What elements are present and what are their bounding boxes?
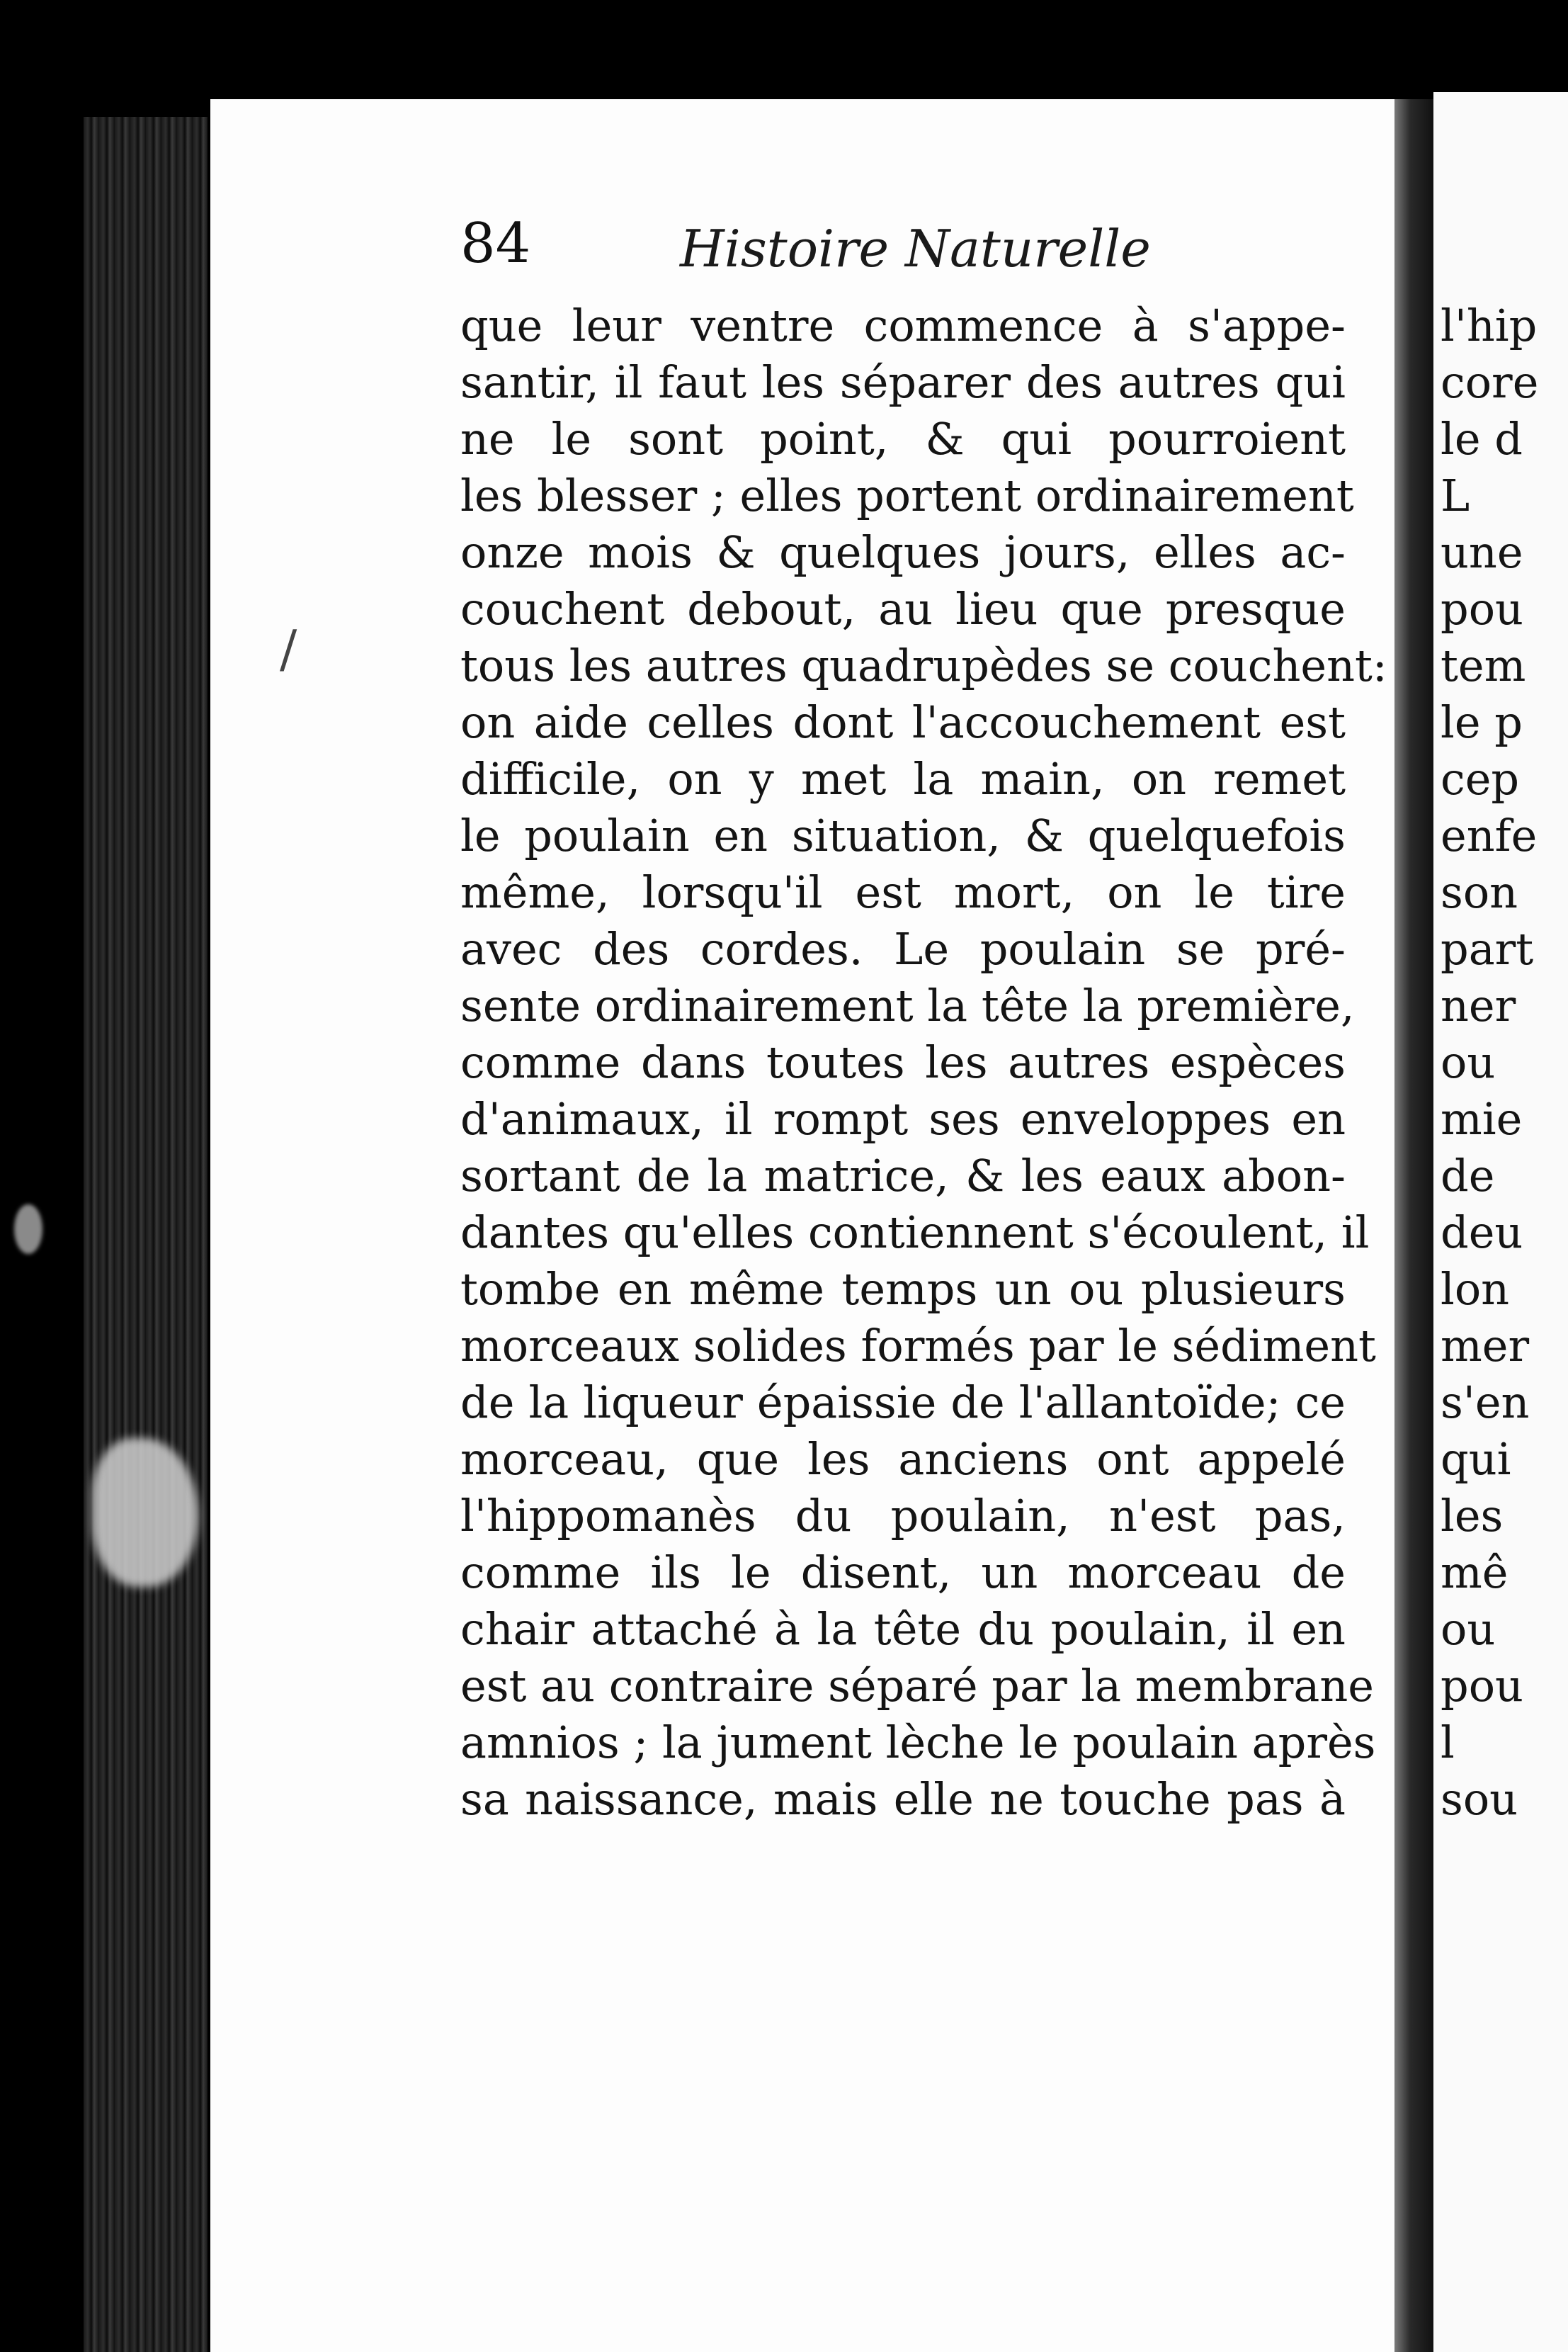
text-line: sente ordinairement la tête la première, — [460, 980, 1355, 1031]
facing-text-line: L — [1441, 470, 1470, 521]
facing-text-line: de — [1441, 1150, 1495, 1202]
text-line: est au contraire séparé par la membrane — [460, 1660, 1374, 1712]
facing-text-line: mê — [1441, 1547, 1509, 1598]
facing-text-line: s'en — [1441, 1376, 1530, 1428]
text-line: de la liqueur épaissie de l'allantoïde; ce — [460, 1376, 1346, 1428]
facing-text-line: deu — [1441, 1206, 1523, 1258]
facing-text-line: l — [1441, 1717, 1455, 1768]
edge-blot — [14, 1204, 42, 1254]
facing-page-text — [1433, 298, 1538, 1828]
text-line: santir, il faut les séparer des autres qui — [460, 356, 1346, 408]
facing-text-line: mie — [1441, 1093, 1523, 1145]
facing-text-line: enfe — [1441, 810, 1538, 861]
margin-mark: / — [280, 619, 297, 679]
text-line: ne le sont point, & qui pourroient — [460, 413, 1346, 465]
text-line: tombe en même temps un ou plusieurs — [460, 1263, 1346, 1315]
facing-text-line: pou — [1441, 1660, 1523, 1712]
running-head-title: Histoire Naturelle — [680, 219, 1151, 278]
text-line: difficile, on y met la main, on remet — [460, 753, 1346, 805]
facing-text-line: le p — [1441, 696, 1523, 748]
text-line: dantes qu'elles contiennent s'écoulent, il — [460, 1206, 1370, 1258]
text-line: les blesser ; elles portent ordinairement — [460, 470, 1354, 521]
facing-text-line: le d — [1441, 413, 1523, 465]
page-gutter — [1394, 99, 1433, 2352]
text-line: amnios ; la jument lèche le poulain après — [460, 1717, 1376, 1768]
facing-text-line: pou — [1441, 583, 1523, 635]
text-line: même, lorsqu'il est mort, on le tire — [460, 866, 1346, 918]
facing-text-line: son — [1441, 866, 1518, 918]
facing-text-line: une — [1441, 526, 1523, 578]
text-line: tous les autres quadrupèdes se couchent: — [460, 640, 1387, 691]
text-line: comme dans toutes les autres espèces — [460, 1036, 1346, 1088]
facing-text-line: qui — [1441, 1433, 1511, 1485]
text-line: avec des cordes. Le poulain se pré- — [460, 923, 1346, 975]
page-number: 84 — [460, 212, 531, 276]
text-line: morceau, que les anciens ont appelé — [460, 1433, 1346, 1485]
facing-text-line: ou — [1441, 1036, 1496, 1088]
text-line: sortant de la matrice, & les eaux abon- — [460, 1150, 1346, 1202]
facing-page — [1433, 92, 1568, 2352]
text-line: morceaux solides formés par le sédiment — [460, 1320, 1376, 1372]
text-line: chair attaché à la tête du poulain, il en — [460, 1603, 1346, 1655]
facing-text-line: tem — [1441, 640, 1526, 691]
facing-text-line: mer — [1441, 1320, 1530, 1372]
text-line: onze mois & quelques jours, elles ac- — [460, 526, 1346, 578]
text-line: le poulain en situation, & quelquefois — [460, 810, 1346, 861]
text-line: sa naissance, mais elle ne touche pas à — [460, 1773, 1346, 1825]
text-line: que leur ventre commence à s'appe- — [460, 300, 1346, 351]
text-line: l'hippomanès du poulain, n'est pas, — [460, 1490, 1346, 1542]
book-spine-edge — [84, 117, 208, 2352]
text-line: on aide celles dont l'accouchement est — [460, 696, 1346, 748]
page-body-text — [460, 298, 1387, 1828]
facing-text-line: l'hip — [1441, 300, 1538, 351]
text-line: comme ils le disent, un morceau de — [460, 1547, 1346, 1598]
facing-text-line: core — [1441, 356, 1539, 408]
facing-text-line: lon — [1441, 1263, 1510, 1315]
facing-text-line: les — [1441, 1490, 1504, 1542]
facing-text-line: sou — [1441, 1773, 1518, 1825]
facing-text-line: ner — [1441, 980, 1516, 1031]
facing-text-line: cep — [1441, 753, 1520, 805]
facing-text-line: part — [1441, 923, 1534, 975]
facing-text-line: ou — [1441, 1603, 1496, 1655]
text-line: couchent debout, au lieu que presque — [460, 583, 1346, 635]
text-line: d'animaux, il rompt ses enveloppes en — [460, 1093, 1346, 1145]
